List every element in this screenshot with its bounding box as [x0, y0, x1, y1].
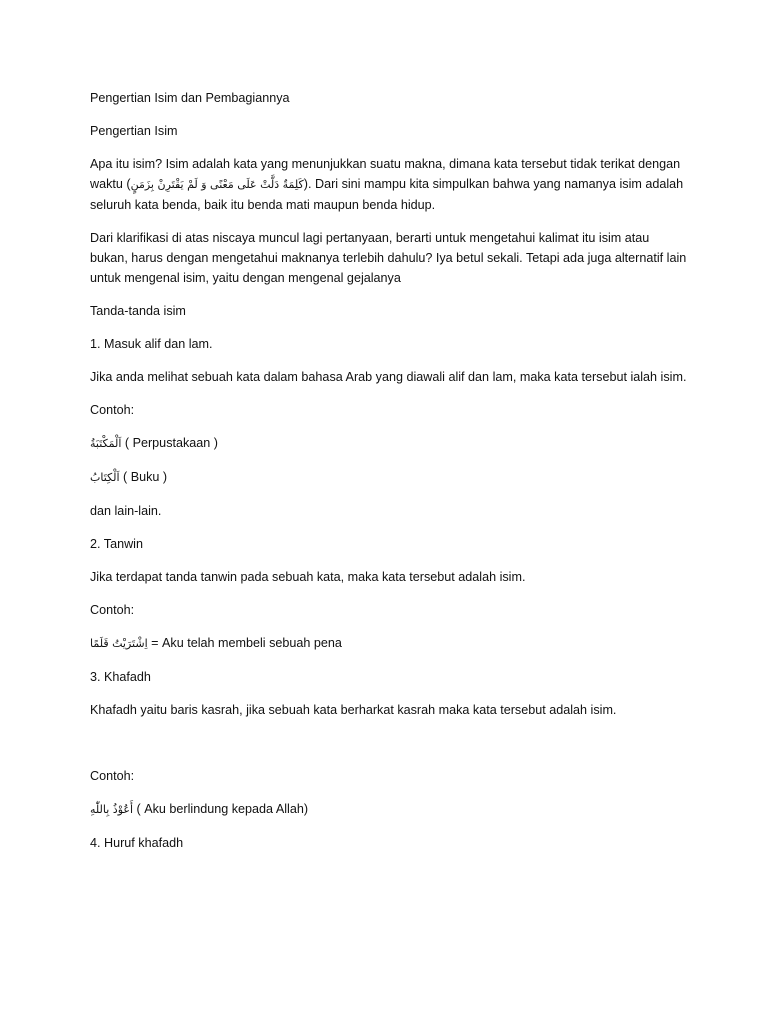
section-3-heading: 3. Khafadh — [90, 670, 151, 684]
section-2-body: Jika terdapat tanda tanwin pada sebuah kata, maka kata tersebut adalah isim. — [90, 570, 526, 584]
section-2-contoh: Contoh: — [90, 603, 135, 617]
section-1-contoh: Contoh: — [90, 403, 135, 417]
section-1-body: Jika anda melihat sebuah kata dalam bahasa Arab yang diawali alif dan lam, maka kata tersebut ialah isim. — [90, 370, 687, 384]
section-2-heading: 2. Tanwin — [90, 537, 143, 551]
tanda-heading: Tanda-tanda isim — [90, 304, 186, 318]
section-2-example-arabic: اِشْتَرَيْتُ قَلَمًا — [90, 637, 148, 650]
section-3-example-meaning: ( Aku berlindung kepada Allah) — [133, 802, 309, 816]
document-title: Pengertian Isim dan Pembagiannya — [90, 91, 290, 105]
document-page — [90, 88, 690, 866]
klarifikasi-paragraph: Dari klarifikasi di atas niscaya muncul lagi pertanyaan, berarti untuk mengetahui kalimat itu isim atau bukan, harus dengan mengetahui maknanya terlebih dahulu? Iya betul sekali. Tetapi ada juga alternatif lain untuk mengenal isim, yaitu dengan mengenal gejalanya — [90, 231, 687, 285]
section-2-example-meaning: = Aku telah membeli sebuah pena — [147, 636, 342, 650]
section-1-heading: 1. Masuk alif dan lam. — [90, 337, 213, 351]
intro-text-after: ). Dari sini mampu kita simpulkan bahwa yang namanya isim adalah seluruh kata benda, baik itu benda mati maupun benda hidup. — [90, 177, 684, 212]
intro-arabic-definition: كَلِمَةٌ دَلَّتْ عَلَى مَعْنًى وَ لَمْ يَقْتَرِنْ بِزَمَنٍ — [130, 178, 304, 191]
section-2-example — [90, 633, 690, 654]
example-1-meaning: ( Perpustakaan ) — [121, 436, 218, 450]
example-1-arabic: اَلْمَكْتَبَةُ — [90, 437, 122, 450]
section-3-example-arabic: أَعُوْذُ بِاللّٰهِ — [90, 803, 134, 816]
example-2-meaning: ( Buku ) — [119, 470, 168, 484]
intro-paragraph — [90, 154, 690, 215]
section-4-heading: 4. Huruf khafadh — [90, 836, 184, 850]
intro-text-before: Apa itu isim? Isim adalah kata yang menunjukkan suatu makna, dimana kata tersebut tidak terikat dengan waktu ( — [90, 157, 681, 191]
heading-pengertian: Pengertian Isim — [90, 124, 178, 138]
section-3-body: Khafadh yaitu baris kasrah, jika sebuah kata berharkat kasrah maka kata tersebut adalah isim. — [90, 703, 617, 717]
section-1-example-2 — [90, 467, 690, 488]
section-3-contoh: Contoh: — [90, 769, 135, 783]
example-2-arabic: اَلْكِتَابُ — [90, 471, 120, 484]
section-3-example — [90, 799, 690, 820]
section-1-lain: dan lain-lain. — [90, 504, 162, 518]
section-1-example-1 — [90, 433, 690, 454]
